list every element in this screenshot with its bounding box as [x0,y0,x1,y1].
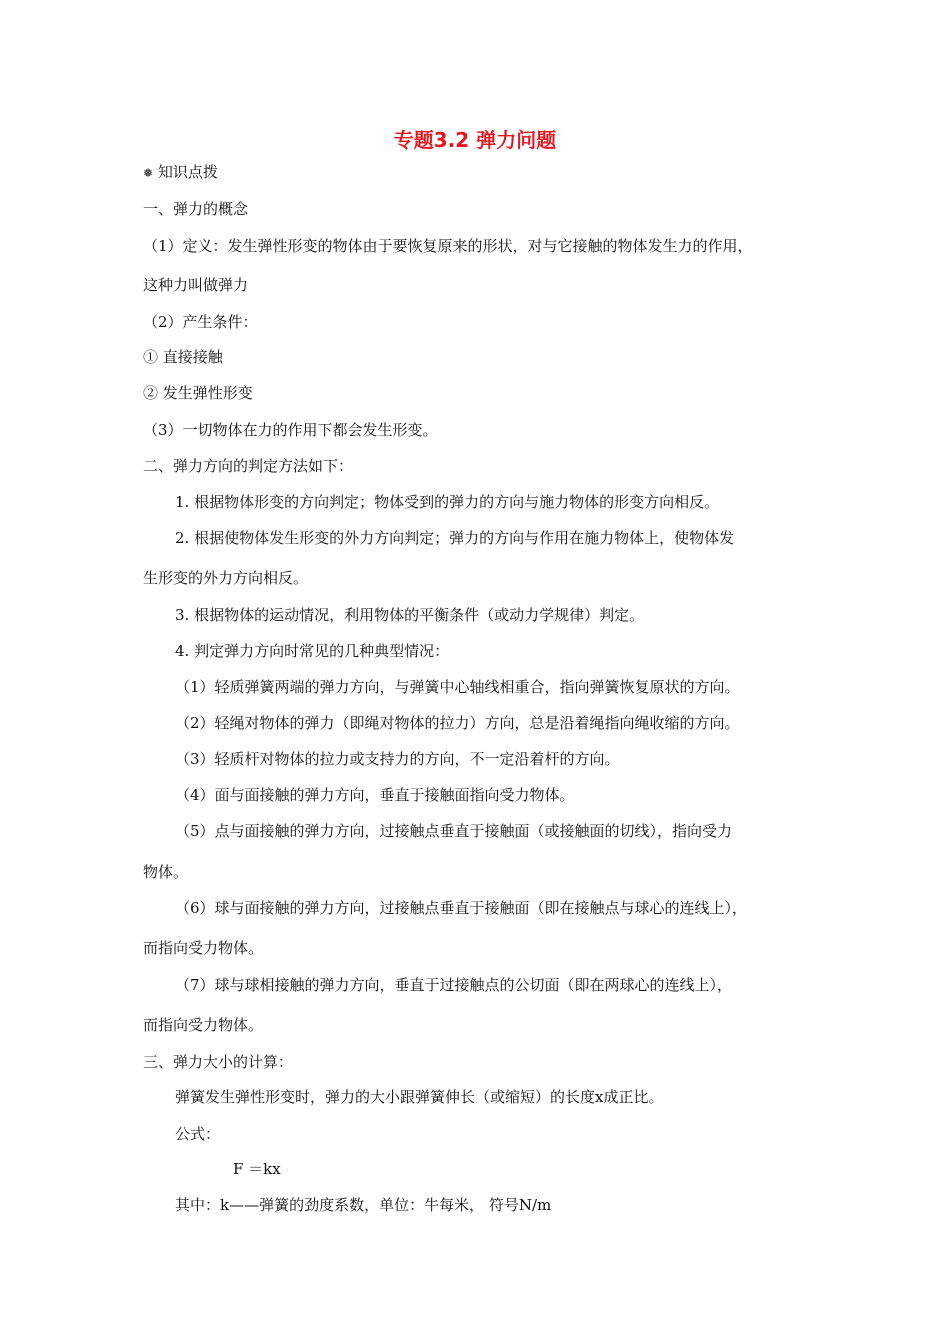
formula: F ＝kx [233,1160,281,1178]
case-1: （1）轻质弹簧两端的弹力方向，与弹簧中心轴线相重合，指向弹簧恢复原状的方向。 [175,678,740,696]
section1-heading: 一、弹力的概念 [143,200,249,218]
paragraph-3: （3）一切物体在力的作用下都会发生形变。 [143,421,438,439]
method-2-line1: 2. 根据使物体发生形变的外力方向判定；弹力的方向与作用在施力物体上，使物体发 [175,529,735,547]
section3-paragraph: 弹簧发生弹性形变时，弹力的大小跟弹簧伸长（或缩短）的长度x成正比。 [175,1088,664,1106]
method-4: 4. 判定弹力方向时常见的几种典型情况： [175,642,450,660]
method-3: 3. 根据物体的运动情况，利用物体的平衡条件（或动力学规律）判定。 [175,606,645,624]
section3-heading: 三、弹力大小的计算： [143,1053,294,1071]
condition-b: ② 发生弹性形变 [143,384,253,402]
definition-line2: 这种力叫做弹力 [143,276,249,294]
case-6-line2: 而指向受力物体。 [143,939,264,957]
condition-a: ① 直接接触 [143,348,223,366]
formula-explanation: 其中：k——弹簧的劲度系数，单位：牛每米， 符号N/m [175,1196,552,1214]
definition-line1: （1）定义：发生弹性形变的物体由于要恢复原来的形状，对与它接触的物体发生力的作用， [143,237,753,255]
intro-label: 知识点拨 [157,163,218,181]
case-2: （2）轻绳对物体的弹力（即绳对物体的拉力）方向，总是沿着绳指向绳收缩的方向。 [175,714,740,732]
method-1: 1. 根据物体形变的方向判定；物体受到的弹力的方向与施力物体的形变方向相反。 [175,493,720,511]
condition-heading: （2）产生条件： [143,313,258,331]
case-6-line1: （6）球与面接触的弹力方向，过接触点垂直于接触面（即在接触点与球心的连线上）， [175,899,748,917]
case-5-line1: （5）点与面接触的弹力方向，过接触点垂直于接触面（或接触面的切线），指向受力 [175,822,733,840]
case-5-line2: 物体。 [143,863,189,881]
case-7-line1: （7）球与球相接触的弹力方向，垂直于过接触点的公切面（即在两球心的连线上）， [175,976,733,994]
case-7-line2: 而指向受力物体。 [143,1016,264,1034]
intro-heading [143,162,218,183]
case-3: （3）轻质杆对物体的拉力或支持力的方向，不一定沿着杆的方向。 [175,750,620,768]
section2-heading: 二、弹力方向的判定方法如下： [143,457,354,475]
formula-label: 公式： [175,1125,221,1143]
method-2-line2: 生形变的外力方向相反。 [143,569,309,587]
page-title: 专题3.2 弹力问题 [393,128,557,152]
case-4: （4）面与面接触的弹力方向，垂直于接触面指向受力物体。 [175,786,575,804]
snowflake-bullet-icon: ❅ [143,166,154,180]
